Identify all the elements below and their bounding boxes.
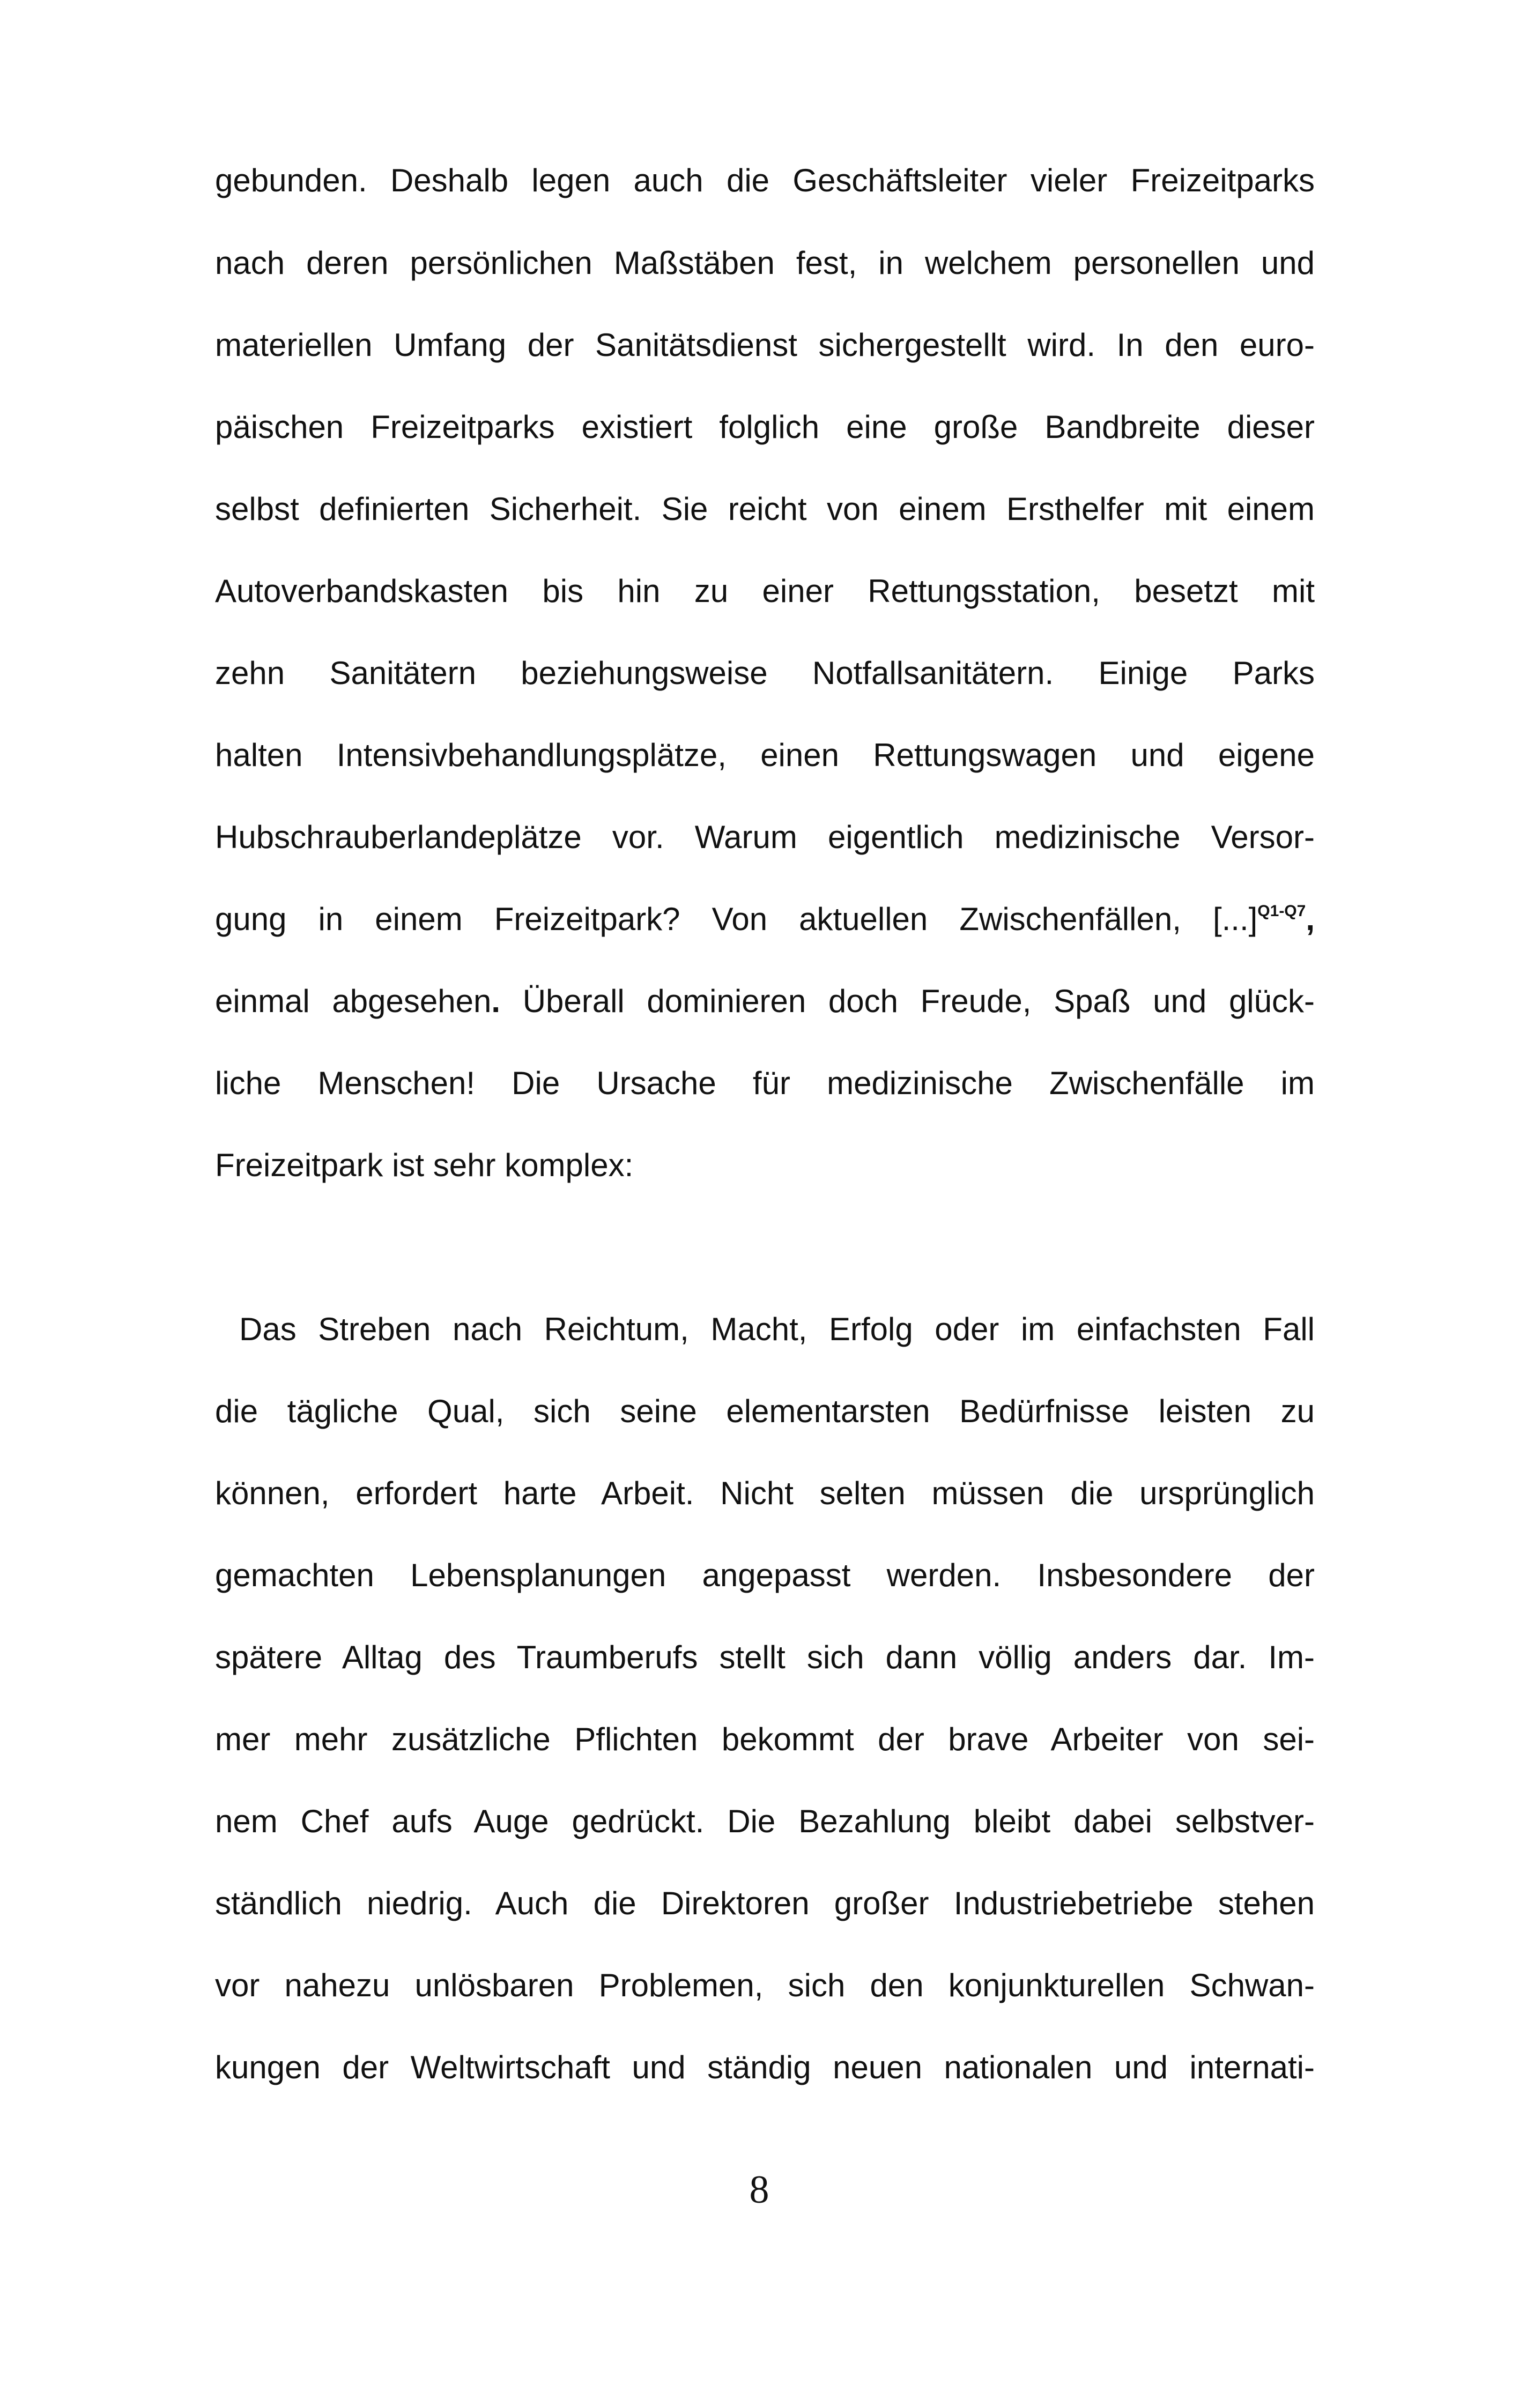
text-line: Freizeitpark ist sehr komplex:: [215, 1147, 634, 1183]
text-segment: einmal abgesehen: [215, 983, 492, 1019]
text-line: nach deren persönlichen Maßstäben fest, in welchem personellen und: [215, 245, 1315, 281]
text-line: Das Streben nach Reichtum, Macht, Erfolg oder im einfachsten Fall: [239, 1311, 1315, 1347]
text-line: vor nahezu unlösbaren Problemen, sich den konjunkturellen Schwan-: [215, 1967, 1315, 2003]
text-segment: gung in einem Freizeitpark? Von aktuellen Zwischenfällen, [...]: [215, 901, 1258, 937]
text-line: liche Menschen! Die Ursache für medizinische Zwischenfälle im: [215, 1065, 1315, 1101]
text-line: gebunden. Deshalb legen auch die Geschäftsleiter vieler Freizeitparks: [215, 162, 1315, 198]
text-line: spätere Alltag des Traumberufs stellt sich dann völlig anders dar. Im-: [215, 1639, 1315, 1675]
text-line: selbst definierten Sicherheit. Sie reicht von einem Ersthelfer mit einem: [215, 491, 1315, 527]
text-line: können, erfordert harte Arbeit. Nicht selten müssen die ursprünglich: [215, 1475, 1315, 1511]
text-line: zehn Sanitätern beziehungsweise Notfallsanitätern. Einige Parks: [215, 655, 1315, 691]
text-line: materiellen Umfang der Sanitätsdienst sichergestellt wird. In den euro-: [215, 327, 1315, 363]
text-line: halten Intensivbehandlungsplätze, einen Rettungswagen und eigene: [215, 737, 1315, 773]
text-line: Autoverbandskasten bis hin zu einer Rettungsstation, besetzt mit: [215, 573, 1315, 609]
text-line: [215, 972, 1315, 1031]
text-line: gemachten Lebensplanungen angepasst werden. Insbesondere der: [215, 1557, 1315, 1593]
text-line: kungen der Weltwirtschaft und ständig neuen nationalen und internati-: [215, 2049, 1315, 2085]
text-segment: Überall dominieren doch Freude, Spaß und glück-: [500, 983, 1315, 1019]
text-segment: ,: [1306, 901, 1315, 937]
text-line: nem Chef aufs Auge gedrückt. Die Bezahlung bleibt dabei selbstver-: [215, 1803, 1315, 1839]
text-line: Hubschrauberlandeplätze vor. Warum eigentlich medizinische Versor-: [215, 819, 1315, 855]
text-segment: .: [491, 983, 501, 1019]
text-line: die tägliche Qual, sich seine elementarsten Bedürfnisse leisten zu: [215, 1393, 1315, 1429]
text-line: mer mehr zusätzliche Pflichten bekommt der brave Arbeiter von sei-: [215, 1721, 1315, 1757]
text-line: ständlich niedrig. Auch die Direktoren großer Industriebetriebe stehen: [215, 1885, 1315, 1921]
page-number: 8: [749, 2168, 769, 2212]
text-line: päischen Freizeitparks existiert folglich eine große Bandbreite dieser: [215, 409, 1315, 445]
text-line-with-citation: [215, 890, 1315, 949]
citation-superscript: Q1-Q7: [1257, 902, 1306, 920]
